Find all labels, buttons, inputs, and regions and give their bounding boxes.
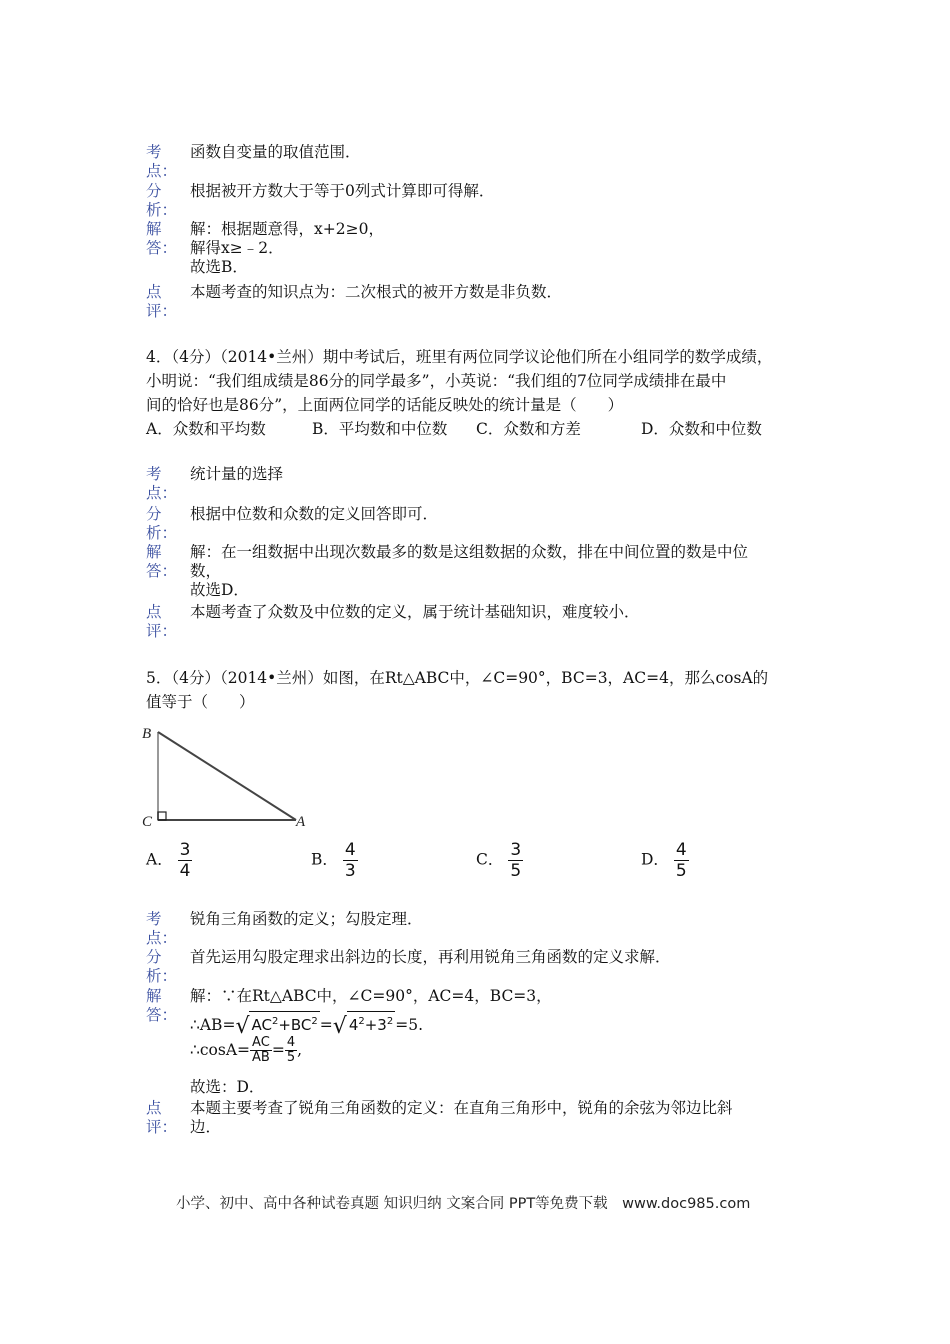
sqrt-icon: √ — [235, 1014, 250, 1039]
side-ab — [158, 732, 296, 820]
vertex-c-label: C — [142, 814, 153, 830]
q4-option-c: C．众数和方差 — [476, 420, 581, 438]
sqrt-icon: √ — [332, 1014, 347, 1039]
q5-option-a: A． $\frac{3}{4}$ — [146, 840, 191, 881]
dianping-label: 点 评： — [146, 603, 178, 640]
kaodian-label: 考 点： — [146, 465, 178, 502]
fenxi-label: 分 析： — [146, 505, 178, 542]
fenxi-label: 分 析： — [146, 948, 178, 985]
q5-option-d: D． $\frac{4}{5}$ — [641, 840, 687, 881]
dianping-label: 点 评： — [146, 283, 178, 320]
jieda-final: 故选：D． — [190, 1078, 265, 1096]
triangle-figure — [138, 722, 318, 832]
ab-calculation: ∴AB=√ $AC^2+BC^2$ =√ $4^2+3^2 =5$. — [190, 1011, 423, 1036]
q5-stem: 5．（4分）（2014•兰州）如图，在Rt△ABC中，∠C=90°，BC=3，AC=4，那么cosA的 值等于（ ） — [146, 669, 769, 711]
q4-option-d: D．众数和中位数 — [641, 420, 762, 438]
kaodian-label: 考 点： — [146, 910, 178, 947]
q4-stem: 4．（4分）（2014•兰州）期中考试后，班里有两位同学议论他们所在小组同学的数学成绩， 小明说：“我们组成绩是86分的同学最多”，小英说：“我们组的7位同学成绩排在最中 间的恰好也是86分”，上面两位同学的话能反映处的统计量是（ ） — [146, 348, 773, 414]
fenxi-text: 首先运用勾股定理求出斜边的长度，再利用锐角三角函数的定义求解． — [190, 948, 671, 966]
fraction: $\frac{AC}{AB}$ — [252, 1035, 270, 1065]
dianping-text: 本题主要考查了锐角三角函数的定义：在直角三角形中，锐角的余弦为邻边比斜 边． — [190, 1099, 733, 1136]
vertex-b-label: B — [142, 726, 152, 742]
cos-calculation: ∴cosA= $\frac{AC}{AB}$ = $\frac{4}{5}$ , — [190, 1035, 303, 1065]
jieda-text: 解：在一组数据中出现次数最多的数是这组数据的众数，排在中间位置的数是中位 数， 故选D． — [190, 543, 749, 599]
q4-option-b: B．平均数和中位数 — [312, 420, 448, 438]
fenxi-label: 分 析： — [146, 182, 178, 219]
fraction: $\frac{4}{3}$ — [344, 840, 356, 881]
kaodian-text: 函数自变量的取值范围． — [190, 143, 361, 161]
fraction: $\frac{3}{5}$ — [510, 840, 522, 881]
fraction: $\frac{4}{5}$ — [675, 840, 687, 881]
fenxi-text: 根据中位数和众数的定义回答即可． — [190, 505, 439, 523]
jieda-line-1: 解：∵在Rt△ABC中，∠C=90°，AC=4，BC=3， — [190, 987, 552, 1005]
fraction: $\frac{4}{5}$ — [286, 1035, 296, 1065]
fraction: $\frac{3}{4}$ — [179, 840, 191, 881]
kaodian-text: 锐角三角函数的定义；勾股定理． — [190, 910, 423, 928]
dianping-text: 本题考查的知识点为：二次根式的被开方数是非负数． — [190, 283, 563, 301]
q5-option-b: B． $\frac{4}{3}$ — [311, 840, 356, 881]
right-angle-mark — [158, 812, 166, 820]
kaodian-label: 考 点： — [146, 143, 178, 180]
fenxi-text: 根据被开方数大于等于0列式计算即可得解． — [190, 182, 495, 200]
page-footer: 小学、初中、高中各种试卷真题 知识归纳 文案合同 PPT等免费下载 www.doc985.com — [176, 1196, 751, 1212]
vertex-a-label: A — [296, 814, 306, 830]
jieda-label: 解 答： — [146, 220, 178, 257]
radicand: $AC^2+BC^2$ — [249, 1011, 319, 1035]
q5-option-c: C． $\frac{3}{5}$ — [476, 840, 522, 881]
dianping-text: 本题考查了众数及中位数的定义，属于统计基础知识，难度较小． — [190, 603, 640, 621]
dianping-label: 点 评： — [146, 1099, 178, 1136]
kaodian-text: 统计量的选择 — [190, 465, 284, 483]
q4-option-a: A．众数和平均数 — [146, 420, 266, 438]
jieda-label: 解 答： — [146, 987, 178, 1024]
jieda-text: 解：根据题意得，x+2≥0， 解得x≥﹣2． 故选B． — [190, 220, 384, 276]
radicand: $4^2+3^2$ — [347, 1011, 395, 1035]
jieda-label: 解 答： — [146, 543, 178, 580]
